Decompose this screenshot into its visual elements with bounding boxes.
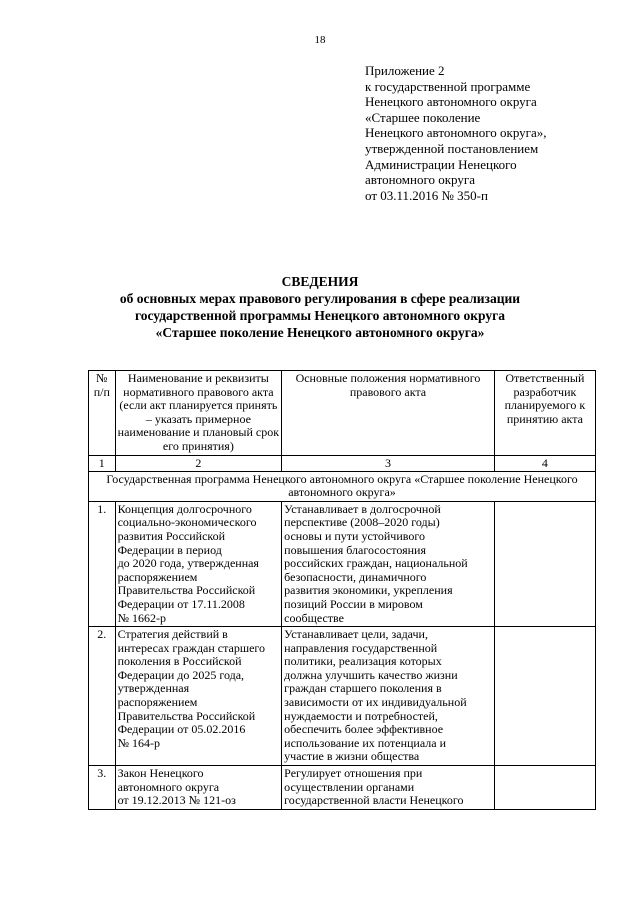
- title-line: СВЕДЕНИЯ: [281, 274, 359, 289]
- appendix-line: от 03.11.2016 № 350-п: [365, 187, 488, 203]
- provisions-line: повышения благосостояния: [284, 542, 426, 557]
- provisions-line: государственной власти Ненецкого: [284, 793, 464, 808]
- provisions-line: основы и пути устойчивого: [284, 528, 425, 543]
- program-title-cell: Государственная программа Ненецкого автономного округа «Старшее поколение Ненецкого автономного округа»: [89, 471, 596, 501]
- provisions-line: использование их потенциала и: [284, 735, 447, 750]
- index-cell: 1: [89, 455, 116, 471]
- act-name-line: № 1662-р: [117, 610, 167, 625]
- provisions-line: Регулирует отношения при: [284, 766, 423, 781]
- act-name-line: до 2020 года, утвержденная: [117, 556, 259, 571]
- act-name-cell: [115, 627, 282, 766]
- header-developer: Ответственный разработчик планируемого к принятию акта: [494, 371, 595, 456]
- row-number: 2.: [89, 627, 116, 766]
- appendix-block: [365, 63, 635, 203]
- act-name-line: Федерации до 2025 года,: [117, 667, 245, 682]
- act-name-line: от 19.12.2013 № 121-оз: [117, 793, 236, 808]
- table-row: [89, 501, 596, 626]
- act-name-line: интересах граждан старшего: [117, 640, 266, 655]
- act-name-line: автономного округа: [117, 779, 220, 794]
- page-number: 18: [314, 34, 326, 46]
- act-name-line: социально-экономического: [117, 515, 257, 530]
- appendix-line: Приложение 2: [365, 63, 445, 78]
- developer-cell: [494, 766, 595, 810]
- act-name-line: Федерации от 17.11.2008: [117, 596, 245, 611]
- document-title: [0, 273, 640, 341]
- title-line: об основных мерах правового регулирования в сфере реализации: [119, 291, 521, 306]
- appendix-line: Администрации Ненецкого: [365, 156, 517, 172]
- provisions-line: позиций России в мировом: [284, 596, 423, 611]
- header-provisions: Основные положения нормативного правового акта: [282, 371, 495, 456]
- provisions-line: безопасности, динамичного: [284, 569, 427, 584]
- provisions-line: перспективе (2008–2020 годы): [284, 515, 440, 530]
- provisions-line: должна улучшить качество жизни: [284, 667, 458, 682]
- title-line: государственной программы Ненецкого автономного округа: [134, 308, 506, 323]
- appendix-line: автономного округа: [365, 172, 475, 188]
- act-name-line: № 164-р: [117, 735, 161, 750]
- act-name-line: Федерации от 05.02.2016: [117, 722, 246, 737]
- provisions-line: осуществлении органами: [284, 779, 415, 794]
- table-index-row: [89, 455, 596, 471]
- act-name-line: Концепция долгосрочного: [117, 501, 252, 516]
- act-name-line: утвержденная: [117, 681, 190, 696]
- header-number: № п/п: [89, 371, 116, 456]
- provisions-cell: [282, 766, 495, 810]
- table-row: [89, 766, 596, 810]
- row-number: 1.: [89, 501, 116, 626]
- provisions-line: граждан старшего поколения в: [284, 681, 442, 696]
- act-name-line: Федерации в период: [117, 542, 222, 557]
- measures-table: [88, 370, 596, 810]
- act-name-line: Правительства Российской: [117, 583, 256, 598]
- act-name-line: Закон Ненецкого: [117, 766, 204, 781]
- act-name-line: распоряжением: [117, 695, 198, 710]
- appendix-line: Ненецкого автономного округа»,: [365, 125, 547, 141]
- appendix-line: утвержденной постановлением: [365, 140, 539, 156]
- provisions-line: нуждаемости и потребностей,: [284, 708, 438, 723]
- provisions-line: участие в жизни общества: [284, 749, 420, 764]
- act-name-cell: [115, 766, 282, 810]
- provisions-line: Устанавливает цели, задачи,: [284, 627, 428, 642]
- developer-cell: [494, 501, 595, 626]
- provisions-line: российских граждан, национальной: [284, 556, 468, 571]
- header-name: Наименование и реквизиты нормативного правового акта (если акт планируется принять – указать примерное наименование и плановый срок его принятия): [115, 371, 282, 456]
- act-name-line: распоряжением: [117, 569, 198, 584]
- provisions-line: Устанавливает в долгосрочной: [284, 501, 441, 516]
- table-header-row: [89, 371, 596, 456]
- provisions-line: политики, реализация которых: [284, 654, 442, 669]
- title-line: «Старшее поколение Ненецкого автономного округа»: [155, 325, 485, 340]
- index-cell: 2: [115, 455, 282, 471]
- index-cell: 4: [494, 455, 595, 471]
- row-number: 3.: [89, 766, 116, 810]
- index-cell: 3: [282, 455, 495, 471]
- provisions-line: развития экономики, укрепления: [284, 583, 453, 598]
- act-name-line: развития Российской: [117, 528, 226, 543]
- provisions-line: обеспечить более эффективное: [284, 722, 444, 737]
- appendix-line: Ненецкого автономного округа: [365, 94, 537, 110]
- developer-cell: [494, 627, 595, 766]
- provisions-cell: [282, 627, 495, 766]
- provisions-cell: [282, 501, 495, 626]
- provisions-line: зависимости от их индивидуальной: [284, 695, 467, 710]
- act-name-line: Правительства Российской: [117, 708, 256, 723]
- appendix-line: к государственной программе: [365, 78, 531, 94]
- program-row: [89, 471, 596, 501]
- table-row: [89, 627, 596, 766]
- act-name-line: поколения в Российской: [117, 654, 242, 669]
- provisions-line: направления государственной: [284, 640, 438, 655]
- act-name-cell: [115, 501, 282, 626]
- act-name-line: Стратегия действий в: [117, 627, 228, 642]
- provisions-line: сообществе: [284, 610, 344, 625]
- appendix-line: «Старшее поколение: [365, 109, 481, 125]
